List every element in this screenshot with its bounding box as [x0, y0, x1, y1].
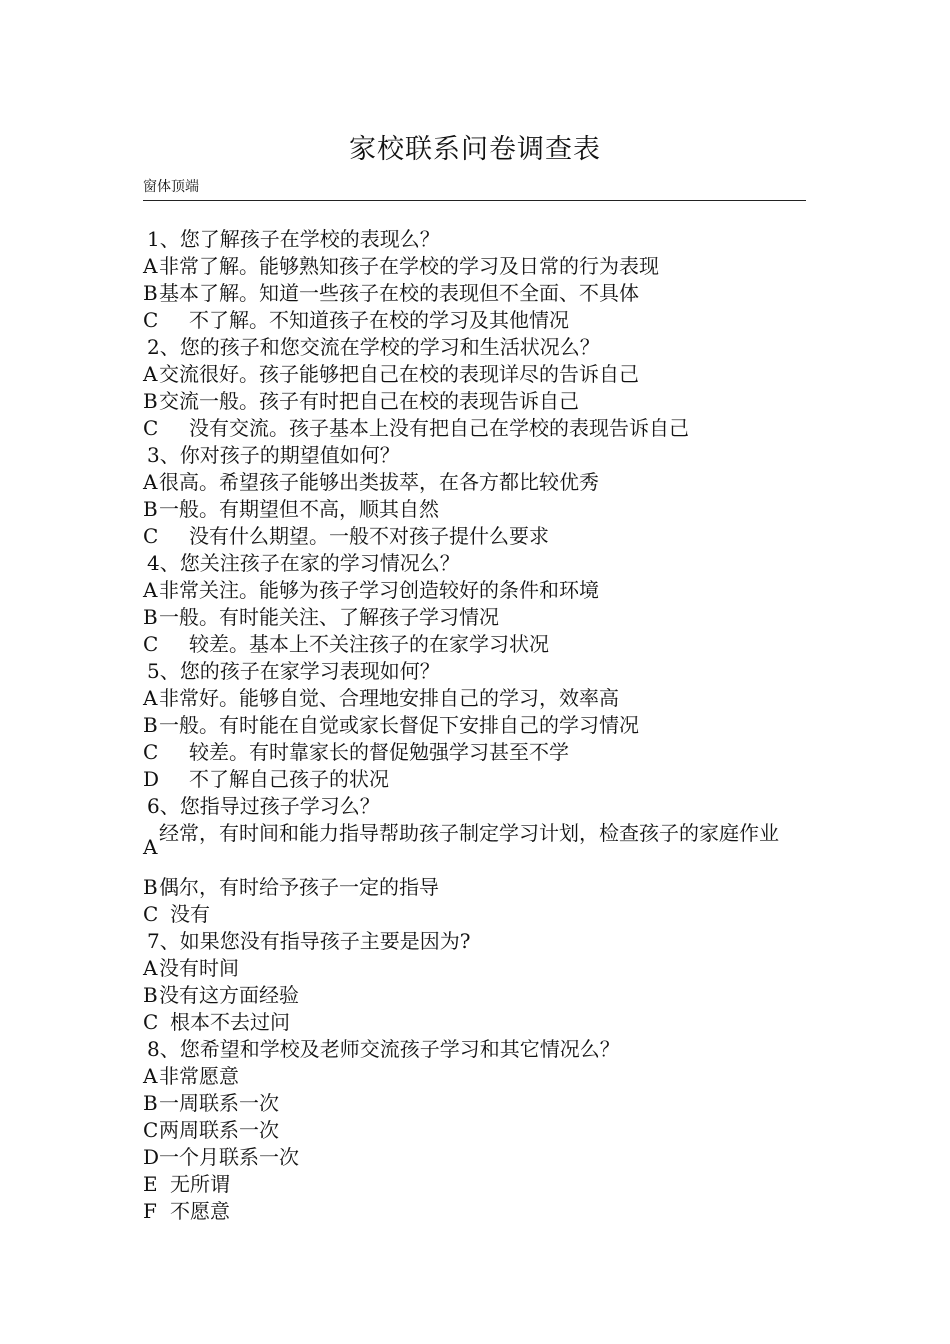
option-letter: C — [143, 1118, 159, 1142]
form-top-label: 窗体顶端 — [143, 179, 199, 195]
option-letter: B — [143, 713, 158, 737]
page-title: 家校联系问卷调查表 — [349, 134, 601, 165]
option-6b — [143, 874, 808, 901]
option-letter: A — [143, 834, 158, 859]
option-text: 一周联系一次 — [159, 1091, 279, 1115]
option-text: 没有时间 — [159, 956, 239, 980]
option-text: 没有这方面经验 — [159, 983, 299, 1007]
option-7c — [143, 1009, 808, 1036]
option-letter: D — [143, 1145, 160, 1169]
option-letter: B — [143, 605, 158, 629]
question-3: 3、你对孩子的期望值如何？ — [147, 443, 400, 467]
question-6: 6、您指导过孩子学习么？ — [147, 794, 380, 818]
option-text: 较差。有时靠家长的督促勉强学习甚至不学 — [189, 740, 569, 764]
option-letter: A — [143, 362, 158, 386]
questionnaire — [143, 226, 808, 1225]
option-text: 基本了解。知道一些孩子在校的表现但不全面、不具体 — [159, 281, 639, 305]
option-letter: B — [143, 497, 158, 521]
option-8e — [143, 1171, 808, 1198]
option-text: 非常好。能够自觉、合理地安排自己的学习，效率高 — [159, 686, 619, 710]
option-6c — [143, 901, 808, 928]
option-letter: C — [143, 308, 159, 332]
option-text: 无所谓 — [170, 1172, 230, 1196]
option-5a — [143, 685, 808, 712]
option-1c — [143, 307, 808, 334]
option-text: 不了解自己孩子的状况 — [189, 767, 389, 791]
option-text: 较差。基本上不关注孩子的在家学习状况 — [189, 632, 549, 656]
option-letter: B — [143, 389, 158, 413]
option-5c — [143, 739, 808, 766]
option-letter: A — [143, 686, 158, 710]
option-7a — [143, 955, 808, 982]
option-text: 偶尔，有时给予孩子一定的指导 — [159, 875, 439, 899]
option-text: 交流一般。孩子有时把自己在校的表现告诉自己 — [159, 389, 579, 413]
option-text: 一般。有期望但不高，顺其自然 — [159, 497, 439, 521]
option-8f — [143, 1198, 808, 1225]
option-4c — [143, 631, 808, 658]
question-5: 5、您的孩子在家学习表现如何？ — [147, 659, 440, 683]
option-4a — [143, 577, 808, 604]
question-4: 4、您关注孩子在家的学习情况么？ — [147, 551, 460, 575]
option-text: 经常，有时间和能力指导帮助孩子制定学习计划，检查孩子的家庭作业 — [159, 821, 779, 845]
option-letter: A — [143, 578, 158, 602]
option-5b — [143, 712, 808, 739]
option-letter: A — [143, 956, 158, 980]
option-2b — [143, 388, 808, 415]
option-2a — [143, 361, 808, 388]
option-letter: C — [143, 1010, 159, 1034]
question-2: 2、您的孩子和您交流在学校的学习和生活状况么？ — [147, 335, 600, 359]
option-letter: B — [143, 875, 158, 899]
option-letter: B — [143, 281, 158, 305]
option-text: 很高。希望孩子能够出类拔萃，在各方都比较优秀 — [159, 470, 599, 494]
option-text: 没有交流。孩子基本上没有把自己在学校的表现告诉自己 — [189, 416, 689, 440]
option-text: 没有什么期望。一般不对孩子提什么要求 — [189, 524, 549, 548]
option-text: 不了解。不知道孩子在校的学习及其他情况 — [189, 308, 569, 332]
option-letter: C — [143, 416, 159, 440]
option-6a — [143, 820, 808, 874]
option-3c — [143, 523, 808, 550]
option-letter: C — [143, 902, 159, 926]
option-text: 根本不去过问 — [170, 1010, 290, 1034]
option-text: 非常关注。能够为孩子学习创造较好的条件和环境 — [159, 578, 599, 602]
option-8d — [143, 1144, 808, 1171]
option-text: 没有 — [170, 902, 210, 926]
option-letter: D — [143, 767, 160, 791]
question-7: 7、如果您没有指导孩子主要是因为? — [147, 929, 471, 953]
option-text: 非常愿意 — [159, 1064, 239, 1088]
question-8: 8、您希望和学校及老师交流孩子学习和其它情况么？ — [147, 1037, 620, 1061]
question-1: 1、您了解孩子在学校的表现么？ — [147, 227, 440, 251]
option-8a — [143, 1063, 808, 1090]
option-text: 交流很好。孩子能够把自己在校的表现详尽的告诉自己 — [159, 362, 639, 386]
option-letter: C — [143, 632, 159, 656]
option-8b — [143, 1090, 808, 1117]
option-letter: E — [143, 1172, 158, 1196]
option-text: 两周联系一次 — [159, 1118, 279, 1142]
option-1b — [143, 280, 808, 307]
option-letter: A — [143, 470, 158, 494]
option-3a — [143, 469, 808, 496]
option-letter: B — [143, 1091, 158, 1115]
option-8c — [143, 1117, 808, 1144]
option-letter: B — [143, 983, 158, 1007]
form-divider — [143, 200, 806, 201]
option-4b — [143, 604, 808, 631]
option-letter: A — [143, 254, 158, 278]
option-text: 一般。有时能关注、了解孩子学习情况 — [159, 605, 499, 629]
option-text: 一般。有时能在自觉或家长督促下安排自己的学习情况 — [159, 713, 639, 737]
option-5d — [143, 766, 808, 793]
option-1a — [143, 253, 808, 280]
option-text: 不愿意 — [170, 1199, 230, 1223]
option-letter: F — [143, 1199, 157, 1223]
option-text: 一个月联系一次 — [159, 1145, 300, 1169]
option-text: 非常了解。能够熟知孩子在学校的学习及日常的行为表现 — [159, 254, 659, 278]
option-2c — [143, 415, 808, 442]
option-letter: C — [143, 524, 159, 548]
option-3b — [143, 496, 808, 523]
option-7b — [143, 982, 808, 1009]
option-letter: C — [143, 740, 159, 764]
option-letter: A — [143, 1064, 158, 1088]
